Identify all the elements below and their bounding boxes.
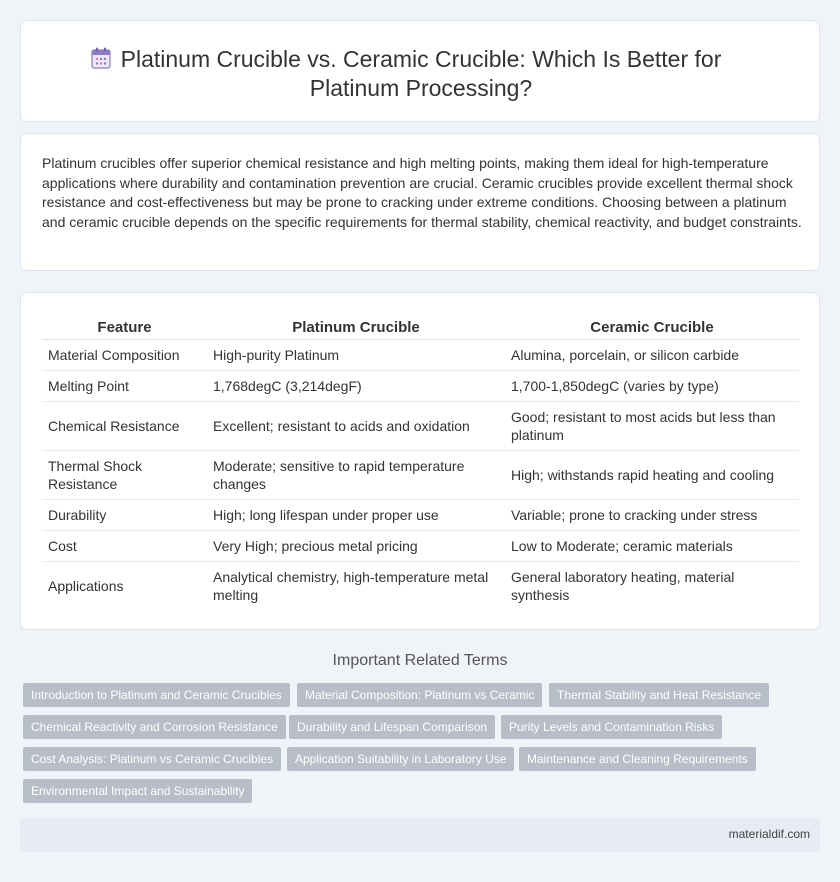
table-cell: Moderate; sensitive to rapid temperature changes: [207, 450, 505, 499]
related-tag[interactable]: Thermal Stability and Heat Resistance: [549, 683, 769, 707]
table-cell: Alumina, porcelain, or silicon carbide: [505, 339, 799, 370]
table-header-row: [42, 315, 799, 339]
page-title: Platinum Crucible vs. Ceramic Crucible: Which Is Better for Platinum Processing?: [120, 46, 722, 101]
table-row: [42, 499, 799, 530]
table-cell: Variable; prone to cracking under stress: [505, 499, 799, 530]
related-tag[interactable]: Chemical Reactivity and Corrosion Resistance: [23, 715, 286, 739]
table-cell: Very High; precious metal pricing: [207, 530, 505, 561]
related-terms-title: Important Related Terms: [332, 652, 508, 669]
table-cell: Applications: [48, 577, 124, 594]
related-tag[interactable]: Material Composition: Platinum vs Ceramic: [297, 683, 542, 707]
related-tag[interactable]: Cost Analysis: Platinum vs Ceramic Crucibles: [23, 747, 281, 771]
header-ceramic: Ceramic Crucible: [505, 315, 799, 339]
related-tag[interactable]: Maintenance and Cleaning Requirements: [519, 747, 756, 771]
table-row: [42, 530, 799, 561]
table-cell: Material Composition: [42, 339, 207, 370]
table-cell: Thermal Shock Resistance: [42, 450, 207, 499]
table-cell: Chemical Resistance: [42, 401, 207, 450]
table-cell: Good; resistant to most acids but less than platinum: [505, 401, 799, 450]
related-tag[interactable]: Application Suitability in Laboratory Use: [287, 747, 514, 771]
footer: [20, 818, 820, 852]
table-cell: Analytical chemistry, high-temperature metal melting: [213, 568, 489, 603]
table-cell: 1,700-1,850degC (varies by type): [505, 370, 799, 401]
intro-paragraph: Platinum crucibles offer superior chemical resistance and high melting points, making them ideal for high-temperature applications where durability and contamination prevention are crucial. Ceramic crucibles provide excellent thermal shock resistance and cost-effectiveness but may be prone to cracking under extreme conditions. Choosing between a platinum and ceramic crucible depends on the specific requirements for thermal stability, chemical reactivity, and budget constraints.: [42, 155, 802, 230]
comparison-table: [42, 315, 799, 610]
header-feature: Feature: [42, 315, 207, 339]
comparison-card: [20, 292, 820, 630]
table-cell: General laboratory heating, material synthesis: [511, 568, 735, 603]
header-platinum: Platinum Crucible: [207, 315, 505, 339]
table-row: [42, 370, 799, 401]
table-cell: Durability: [42, 499, 207, 530]
table-cell: Cost: [42, 530, 207, 561]
table-cell: Melting Point: [42, 370, 207, 401]
footer-site-link[interactable]: materialdif.com: [728, 827, 810, 841]
table-row: [42, 450, 799, 499]
related-tag[interactable]: Introduction to Platinum and Ceramic Crucibles: [23, 683, 290, 707]
table-cell: High; long lifespan under proper use: [207, 499, 505, 530]
table-cell: High; withstands rapid heating and cooling: [505, 450, 799, 499]
table-cell: Excellent; resistant to acids and oxidation: [207, 401, 505, 450]
intro-card: [20, 133, 820, 271]
table-cell: Low to Moderate; ceramic materials: [505, 530, 799, 561]
header-card: [20, 20, 820, 122]
table-cell: 1,768degC (3,214degF): [207, 370, 505, 401]
table-row: [42, 339, 799, 370]
related-tag[interactable]: Environmental Impact and Sustainability: [23, 779, 252, 803]
table-cell: High-purity Platinum: [207, 339, 505, 370]
table-row: [42, 401, 799, 450]
table-row: [42, 561, 799, 610]
related-tag[interactable]: Durability and Lifespan Comparison: [289, 715, 495, 739]
related-tag[interactable]: Purity Levels and Contamination Risks: [501, 715, 722, 739]
